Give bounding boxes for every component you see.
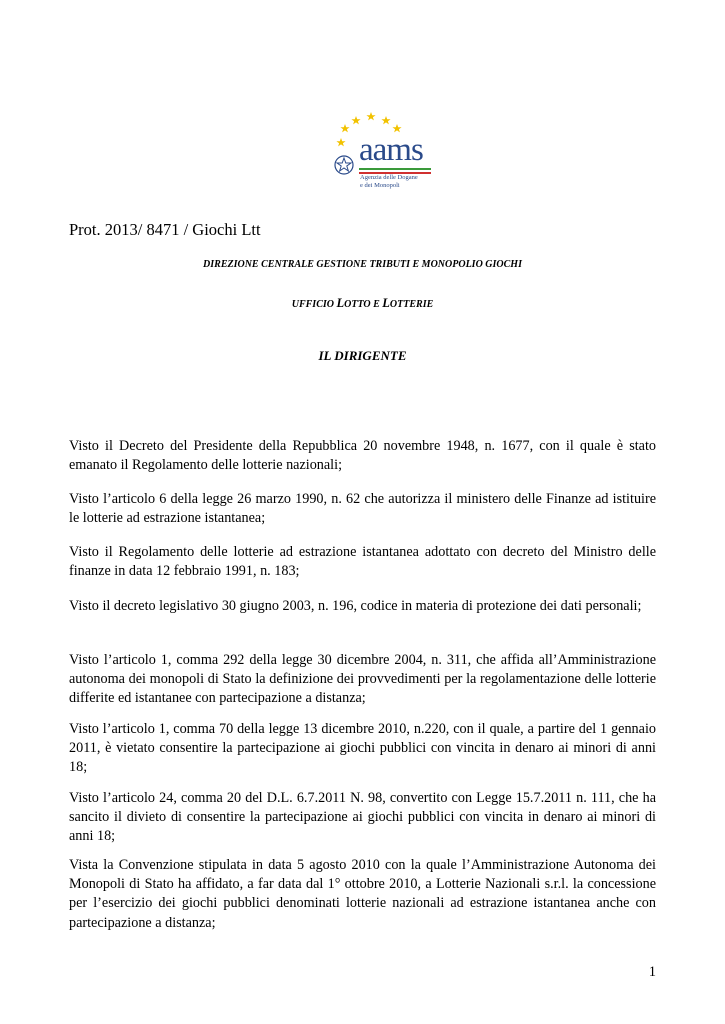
logo-agency-name: Agenzia delle Dogane e dei Monopoli (360, 174, 418, 189)
document-title: IL DIRIGENTE (318, 348, 407, 363)
logo-wordmark: aams (359, 132, 423, 168)
paragraph: Visto il Regolamento delle lotterie ad estrazione istantanea adottato con decreto del Ministro delle finanze in data 12 febbraio 1991, n. 183; (69, 544, 656, 580)
republic-emblem-icon (333, 154, 355, 176)
paragraph: Visto il Decreto del Presidente della Repubblica 20 novembre 1948, n. 1677, con il quale è stato emanato il Regolamento delle lotterie nazionali; (69, 438, 656, 474)
direction-heading: DIREZIONE CENTRALE GESTIONE TRIBUTI E MONOPOLIO GIOCHI (203, 259, 522, 270)
page-number: 1 (648, 964, 656, 980)
agency-logo (333, 112, 443, 198)
protocol-number: Prot. 2013/ 8471 / Giochi Ltt (69, 220, 261, 239)
paragraph: Visto l’articolo 1, comma 292 della legge 30 dicembre 2004, n. 311, che affida all’Amministrazione autonoma dei monopoli di Stato la definizione dei provvedimenti per la regolamentazione delle lotterie differite ed istantanee con partecipazione a distanza; (69, 652, 656, 707)
paragraph: Visto l’articolo 24, comma 20 del D.L. 6.7.2011 N. 98, convertito con Legge 15.7.2011 n. 111, che ha sancito il divieto di consentire la partecipazione ai giochi pubblici con vincita in denaro ai minori di anni 18; (69, 790, 656, 845)
paragraph: Visto il decreto legislativo 30 giugno 2003, n. 196, codice in materia di protezione dei dati personali; (69, 598, 642, 614)
paragraph: Visto l’articolo 6 della legge 26 marzo 1990, n. 62 che autorizza il ministero delle Finanze ad istituire le lotterie ad estrazione istantanea; (69, 491, 656, 527)
paragraph: Visto l’articolo 1, comma 70 della legge 13 dicembre 2010, n.220, con il quale, a partire del 1 gennaio 2011, è vietato consentire la partecipazione ai giochi pubblici con vincita in denaro ai minori di anni 18; (69, 721, 656, 776)
paragraph: Vista la Convenzione stipulata in data 5 agosto 2010 con la quale l’Amministrazione Autonoma dei Monopoli di Stato ha affidato, a far data dal 1° ottobre 2010, a Lotterie Nazionali s.r.l. la concessione per l’esercizio dei giochi pubblici denominati lotterie nazionali ad estrazione istantanea anche con partecipazione a distanza; (69, 857, 656, 931)
office-heading: UFFICIO LOTTO E LOTTERIE (291, 296, 434, 310)
